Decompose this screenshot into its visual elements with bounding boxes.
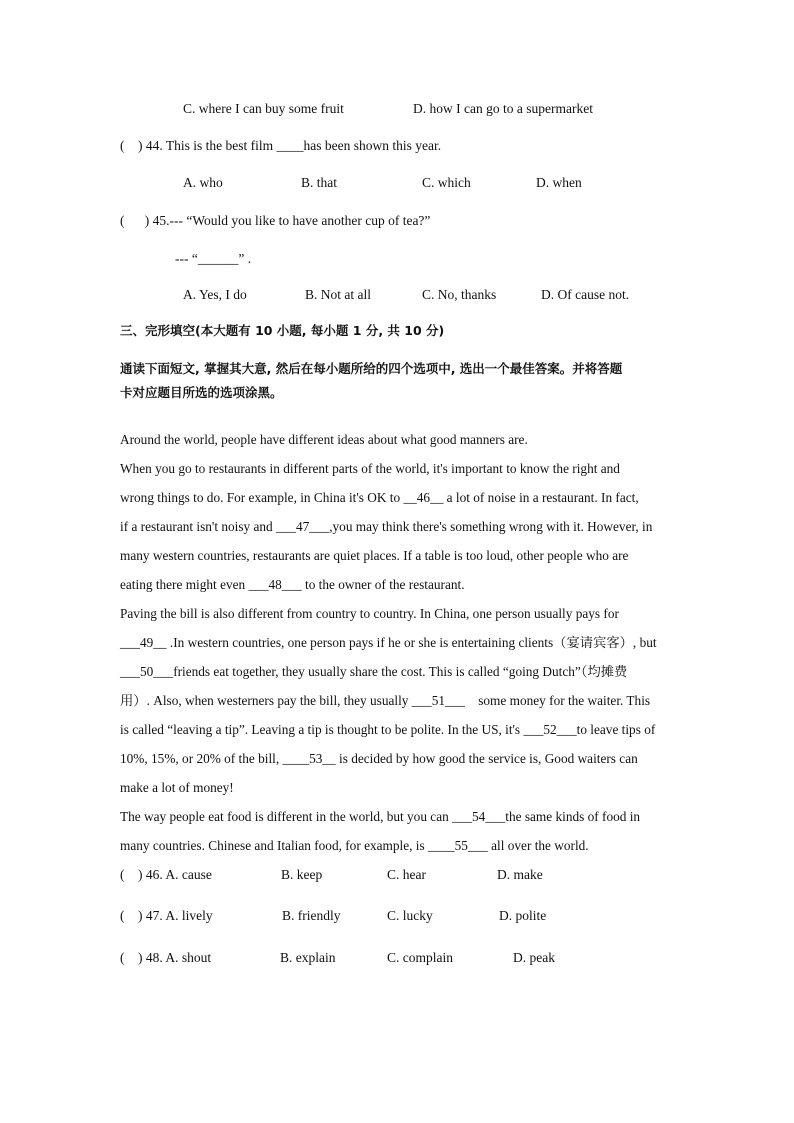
- passage-line: Paving the bill is also different from country to country. In China, one person usually pays for: [120, 606, 619, 621]
- q48-label: ( ) 48. A. shout: [120, 950, 212, 965]
- passage-line: make a lot of money!: [120, 780, 234, 795]
- passage-line: eating there might even ___48___ to the owner of the restaurant.: [120, 577, 465, 592]
- blank-52: ___52___: [523, 722, 577, 737]
- passage-line: if a restaurant isn't noisy and ___47___,you may think there's something wrong with it. However, in: [120, 519, 653, 534]
- blank-55: ____55___: [427, 838, 488, 853]
- blank-47: ___47___: [276, 519, 330, 534]
- q45-option-d: D. Of cause not.: [541, 287, 630, 302]
- passage-line: When you go to restaurants in different parts of the world, it's important to know the right and: [120, 461, 620, 476]
- passage-line: ___50___friends eat together, they usually share the cost. This is called “going Dutch”（均摊费: [120, 664, 628, 679]
- blank-54: ___54___: [452, 809, 506, 824]
- q48-option-d: D. peak: [513, 950, 555, 965]
- q46-label: ( ) 46. A. cause: [120, 867, 212, 882]
- passage-line: many western countries, restaurants are quiet places. If a table is too loud, other people who are: [120, 548, 629, 563]
- q44-option-b: B. that: [301, 175, 337, 190]
- blank-49: ___49__: [120, 635, 167, 650]
- section-instruction-line1: 通读下面短文, 掌握其大意, 然后在每小题所给的四个选项中, 选出一个最佳答案。并将答题: [120, 361, 623, 376]
- q45-option-c: C. No, thanks: [422, 287, 497, 302]
- passage-line: ___49__ .In western countries, one person pays if he or she is entertaining clients（宴请宾客）, but: [120, 635, 657, 650]
- q47-option-c: C. lucky: [387, 908, 433, 923]
- q45-option-a: A. Yes, I do: [183, 287, 247, 302]
- q44-option-a: A. who: [183, 175, 223, 190]
- q46-option-b: B. keep: [281, 867, 323, 882]
- q46-option-d: D. make: [497, 867, 543, 882]
- passage-line: 10%, 15%, or 20% of the bill, ____53__ is decided by how good the service is, Good waiters can: [120, 751, 638, 766]
- q46-option-c: C. hear: [387, 867, 426, 882]
- passage-line: The way people eat food is different in the world, but you can ___54___the same kinds of food in: [120, 809, 641, 824]
- passage-line: is called “leaving a tip”. Leaving a tip is thought to be polite. In the US, it's ___52___to leave tips of: [120, 722, 656, 737]
- q43-option-c: C. where I can buy some fruit: [183, 101, 344, 116]
- q48-option-b: B. explain: [280, 950, 336, 965]
- blank-53: ____53__: [282, 751, 336, 766]
- section-instruction-line2: 卡对应题目所选的选项涂黑。: [120, 385, 283, 400]
- passage-line: many countries. Chinese and Italian food, for example, is ____55___ all over the world.: [120, 838, 589, 853]
- q44-stem: ( ) 44. This is the best film ____has been shown this year.: [120, 138, 442, 153]
- q45-option-b: B. Not at all: [305, 287, 371, 302]
- passage-line: 用）. Also, when westerners pay the bill, they usually ___51___ some money for the waiter. This: [120, 693, 651, 708]
- q45-reply: --- “______” .: [175, 251, 252, 266]
- q47-option-b: B. friendly: [282, 908, 341, 923]
- passage-line: wrong things to do. For example, in China it's OK to __46__ a lot of noise in a restaurant. In fact,: [120, 490, 639, 505]
- blank-46: __46__: [403, 490, 444, 505]
- blank-51: ___51___: [411, 693, 465, 708]
- q47-label: ( ) 47. A. lively: [120, 908, 213, 923]
- q43-option-d: D. how I can go to a supermarket: [413, 101, 593, 116]
- q47-option-d: D. polite: [499, 908, 547, 923]
- q44-option-c: C. which: [422, 175, 471, 190]
- q45-stem: ( ) 45.--- “Would you like to have another cup of tea?”: [120, 213, 431, 228]
- q44-option-d: D. when: [536, 175, 582, 190]
- blank-50: ___50___: [120, 664, 174, 679]
- blank-48: ___48___: [248, 577, 302, 592]
- passage-line: Around the world, people have different ideas about what good manners are.: [120, 432, 528, 447]
- section-heading: 三、完形填空(本大题有 10 小题, 每小题 1 分, 共 10 分): [120, 323, 445, 338]
- q48-option-c: C. complain: [387, 950, 453, 965]
